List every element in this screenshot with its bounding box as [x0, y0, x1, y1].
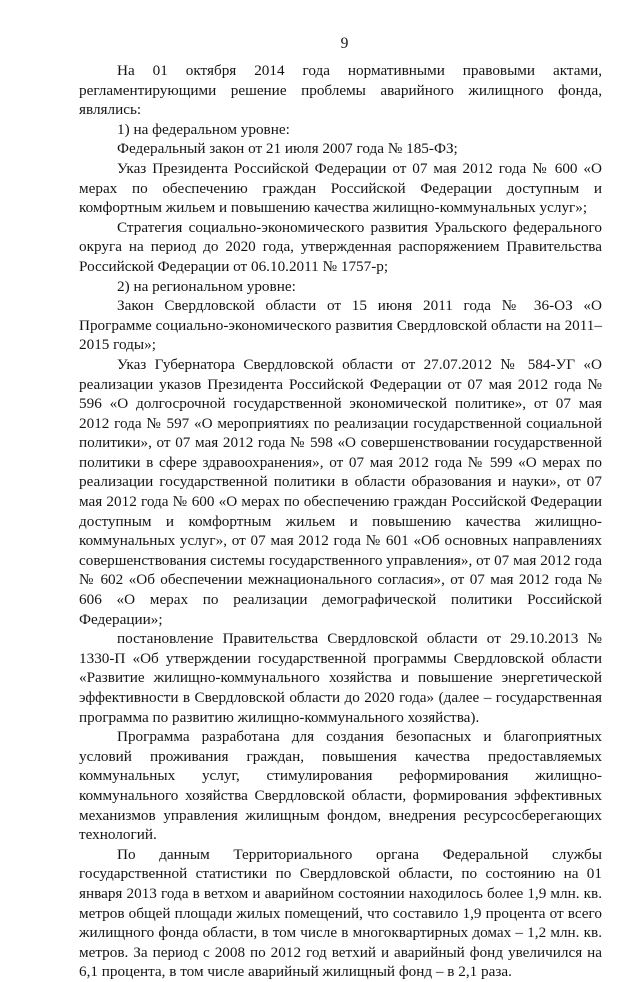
paragraph-ural-strategy: Стратегия социально-экономического развития Уральского федерального округа на период до 2020 года, утвержденная распоряжением Правительства Российской Федерации от 06.10.2011 № 1757-р;	[79, 218, 602, 275]
paragraph-program-goals: Программа разработана для создания безопасных и благоприятных условий проживания граждан, повышения качества предоставляемых коммунальных услуг, стимулирования реформирования жилищно-коммунального хозяйства Свердловской области, формирования эффективных механизмов управления жилищным фондом, внедрения ресурсосберегающих технологий.	[79, 728, 602, 844]
paragraph-regional-law: Закон Свердловской области от 15 июня 2011 года № 36-ОЗ «О Программе социально-экономического развития Свердловской области на 2011–2015 годы»;	[79, 297, 602, 354]
paragraph-federal-level-heading: 1) на федеральном уровне:	[117, 120, 290, 138]
paragraph-governor-decree: Указ Губернатора Свердловской области от 27.07.2012 № 584-УГ «О реализации указов Президента Российской Федерации от 07 мая 2012 года № 596 «О долгосрочной государственной экономической политике», от 07 мая 2012 года № 597 «О мероприятиях по реализации государственной социальной политики», от 07 мая 2012 года № 598 «О совершенствовании государственной политики в сфере здравоохранения», от 07 мая 2012 года № 599 «О мерах по реализации государственной политики в области образования и науки», от 07 мая 2012 года № 600 «О мерах по обеспечению граждан Российской Федерации доступным и комфортным жильем и повышению качества жилищно-коммунальных услуг», от 07 мая 2012 года № 601 «Об основных направлениях совершенствования системы государственного управления», от 07 мая 2012 года № 602 «Об обеспечении межнационального согласия», от 07 мая 2012 года № 606 «О мерах по реализации демографической политики Российской Федерации»;	[79, 355, 602, 628]
paragraph-federal-law: Федеральный закон от 21 июля 2007 года № 185-ФЗ;	[117, 140, 458, 158]
paragraph-regional-level-heading: 2) на региональном уровне:	[117, 277, 296, 295]
paragraph-president-decree: Указ Президента Российской Федерации от 07 мая 2012 года № 600 «О мерах по обеспечению граждан Российской Федерации доступным и комфортным жильем и повышению качества жилищно-коммунальных услуг»;	[79, 159, 602, 217]
paragraph-intro: На 01 октября 2014 года нормативными правовыми актами, регламентирующими решение проблемы аварийного жилищного фонда, являлись:	[79, 62, 602, 119]
paragraph-statistics: По данным Территориального органа Федеральной службы государственной статистики по Свердловской области, по состоянию на 01 января 2013 года в ветхом и аварийном состоянии находилось более 1,9 млн. кв. метров общей площади жилых помещений, что составило 1,9 процента от всего жилищного фонда области, в том числе в многоквартирных домах – 1,2 млн. кв. метров. За период с 2008 по 2012 год ветхий и аварийный фонд увеличился на 6,1 процента, в том числе аварийный жилищный фонд – в 2,1 раза.	[79, 845, 602, 981]
page-number: 9	[340, 35, 349, 52]
paragraph-government-resolution: постановление Правительства Свердловской области от 29.10.2013 № 1330-П «Об утверждении государственной программы Свердловской области «Развитие жилищно-коммунального хозяйства и повышение энергетической эффективности в Свердловской области до 2020 года» (далее – государственная программа по развитию жилищно-коммунального хозяйства).	[79, 630, 602, 726]
